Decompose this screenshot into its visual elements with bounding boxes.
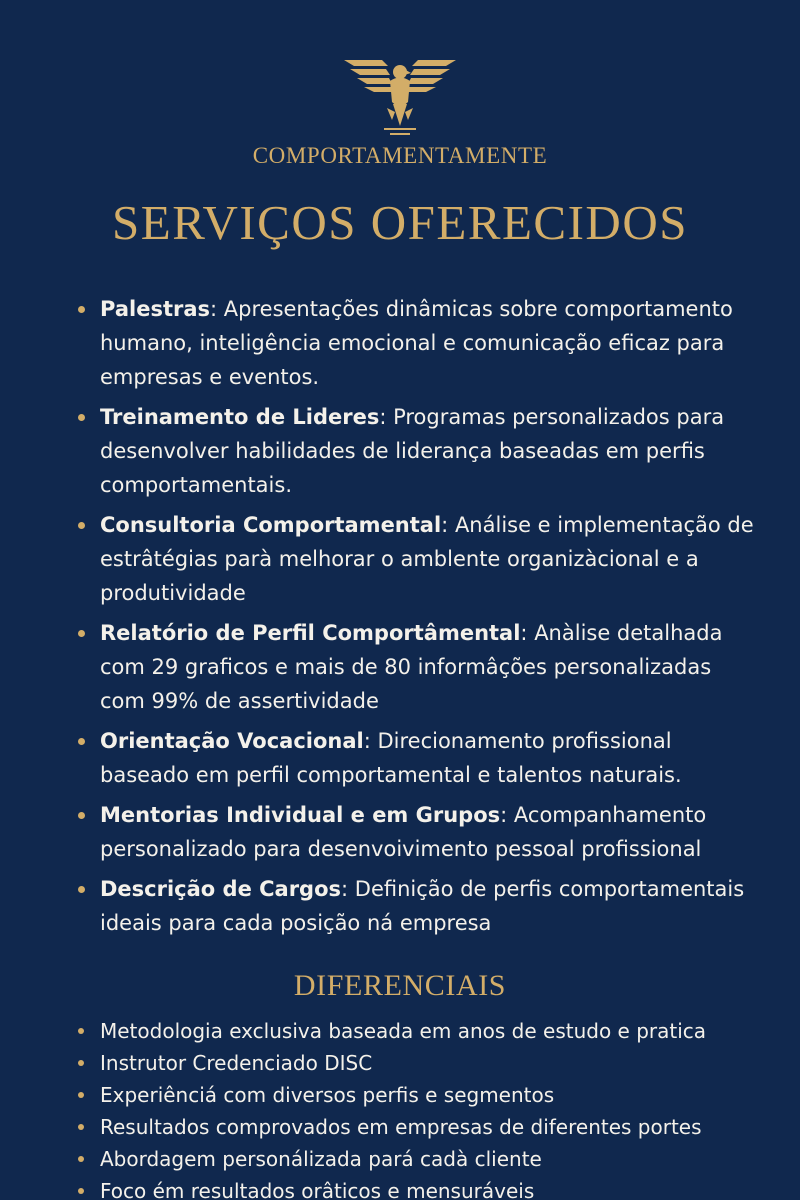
differential-text: Experiênciá com diversos perfis e segmentos [100,1083,555,1107]
service-description: Programas personalizados para desenvolver habilidades de liderança baseadas em perfis comportamentais. [100,405,725,497]
services-list [0,292,800,946]
service-item-consultoria: Consultoria Comportamental: Análise e implementação de estrâtégias parà melhorar o amblente organizàcional e a produtividade [0,508,800,610]
service-name: Relatório de Perfil Comportâmental [100,621,521,645]
service-item-orientacao: Orientação Vocacional: Direcionamento profissional baseado em perfil comportamental e talentos naturais. [0,724,800,792]
eagle-logo-icon [340,54,460,138]
differential-item [0,1175,800,1200]
bullet-icon [78,886,85,893]
bullet-icon [78,1060,84,1066]
bullet-icon [78,738,85,745]
service-name: Orientação Vocacional [100,729,364,753]
service-name: Mentorias Individual e em Grupos [100,803,501,827]
bullet-icon [78,630,85,637]
service-item-relatorio: Relatório de Perfil Comportâmental: Anàlise detalhada com 29 graficos e mais de 80 informâções personalizadas com 99% de assertividade [0,616,800,718]
differential-item [0,1047,800,1079]
service-name: Descrição de Cargos [100,877,342,901]
differential-item [0,1079,800,1111]
bullet-icon [78,306,85,313]
bullet-icon [78,1092,84,1098]
differential-item [0,1015,800,1047]
service-name: Treinamento de Lideres [100,405,380,429]
service-description: Definição de perfis comportamentais ideais para cada posição ná empresa [100,877,745,935]
differential-text: Instrutor Credenciado DISC [100,1051,373,1075]
differential-item [0,1111,800,1143]
bullet-icon [78,1124,84,1130]
bullet-icon [78,414,85,421]
service-name: Consultoria Comportamental [100,513,442,537]
bullet-icon [78,1028,84,1034]
differentials-list [0,1015,800,1200]
service-item-treinamento: Treinamento de Lideres: Programas personalizados para desenvolver habilidades de liderança baseadas em perfis comportamentais. [0,400,800,502]
winged-eagle-emblem-icon [340,54,460,138]
differential-text: Metodologia exclusiva baseada em anos de estudo e pratica [100,1019,707,1043]
service-item-palestras: Palestras: Apresentações dinâmicas sobre comportamento humano, inteligência emocional e comunicação eficaz para empresas e eventos. [0,292,800,394]
differential-text: Foco ém resultados orâticos e mensuráveis [100,1179,535,1200]
page-title: SERVIÇOS OFERECIDOS [112,195,688,250]
service-description: Apresentações dinâmicas sobre comportamento humano, inteligência emocional e comunicação eficaz para empresas e eventos. [100,297,733,389]
bullet-icon [78,522,85,529]
bullet-icon [78,1156,84,1162]
service-item-mentorias: Mentorias Individual e em Grupos: Acompanhamento personalizado para desenvoivimento pessoal profissional [0,798,800,866]
service-name: Palestras [100,297,211,321]
service-description: Anàlise detalhada com 29 graficos e mais de 80 informâções personalizadas com 99% de assertividade [100,621,723,713]
service-description: Análise e implementação de estrâtégias parà melhorar o amblente organizàcional e a produtividade [100,513,754,605]
differential-text: Resultados comprovados em empresas de diferentes portes [100,1115,702,1139]
bullet-icon [78,1188,84,1194]
service-description: Acompanhamento personalizado para desenvoivimento pessoal profissional [100,803,707,861]
service-item-descricao: Descrição de Cargos: Definição de perfis comportamentais ideais para cada posição ná empresa [0,872,800,940]
differential-text: Abordagem personálizada pará cadà cliente [100,1147,542,1171]
differential-item [0,1143,800,1175]
bullet-icon [78,812,85,819]
differentials-heading: DIFERENCIAIS [293,969,507,1002]
service-description: Direcionamento profissional baseado em perfil comportamental e talentos naturais. [100,729,682,787]
brand-name: COMPORTAMENTAMENTE [252,143,548,168]
